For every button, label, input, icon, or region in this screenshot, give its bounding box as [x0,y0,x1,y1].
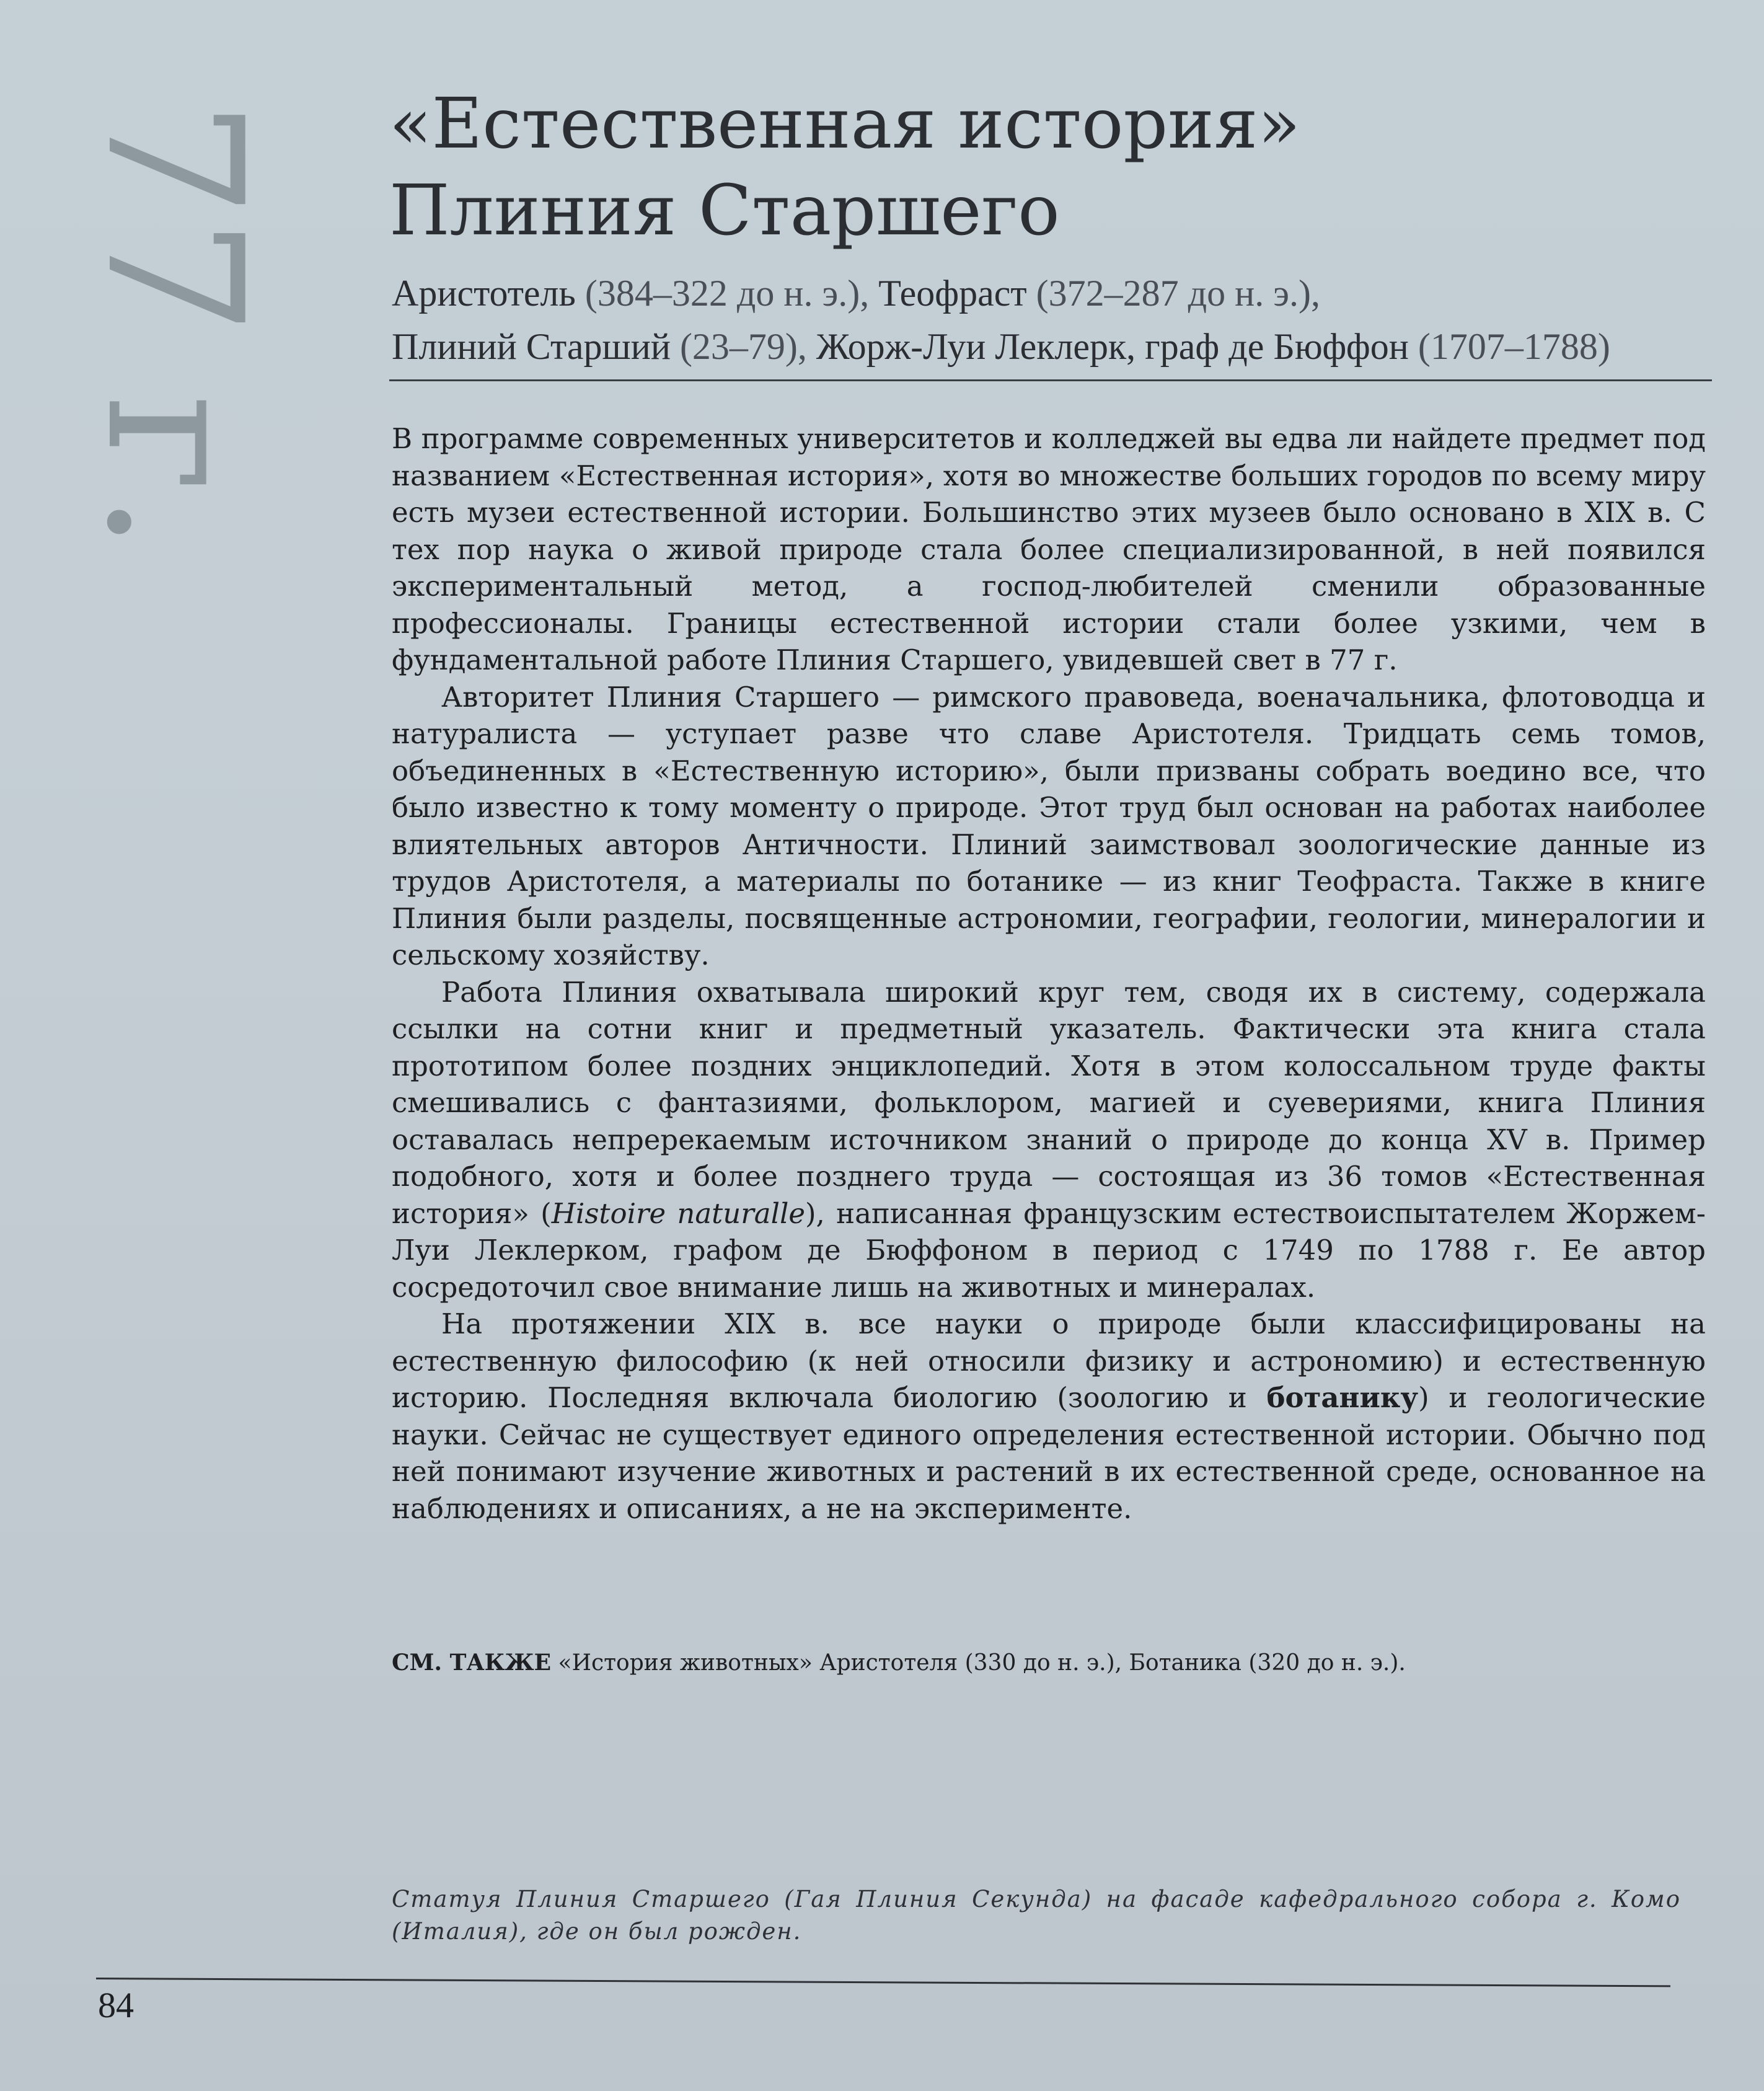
person-name: Теофраст [878,273,1027,314]
related-people [392,267,1712,373]
paragraph-3-text-a: Работа Плиния охватывала широкий круг тем, сводя их в систему, содержала ссылки на сотни книг и предметный указатель. Фактически эта книга стала прототипом более поздних энциклопедий. Хотя в этом колоссальном труде факты смешивались с фантазиями, фольклором, магией и суевериями, книга Плиния оставалась непререкаемым источником знаний о природе до конца XV в. Пример подобного, хотя и более позднего труда — состоящая из 36 томов «Естественная история» ( [392,975,1706,1230]
see-also-text: «История животных» Аристотеля (330 до н. э.), Ботаника (320 до н. э.). [551,1650,1406,1676]
person-name: Аристотель [392,273,576,314]
people-line-2 [392,320,1712,373]
book-title-italic: Histoire naturalle [551,1196,805,1230]
title-line-2: Плиния Старшего [389,170,1060,251]
year-label [66,99,282,570]
person-dates: (372–287 до н. э.), [1026,273,1320,314]
year-label-text: 77 г. [66,99,282,552]
paragraph-2: Авторитет Плиния Старшего — римского правоведа, военачальника, флотоводца и натуралиста — уступает разве что славе Аристотеля. Тридцать семь томов, объединенных в «Естественную историю», были призваны собрать воедино все, что было известно к тому моменту о природе. Этот труд был основан на работах наиболее влиятельных авторов Античности. Плиний заимствовал зоологические данные из трудов Аристотеля, а материалы по ботанике — из книг Теофраста. Также в книге Плиния были разделы, посвященные астрономии, географии, геологии, минералогии и сельскому хозяйству. [392,680,1706,971]
title-line-1: «Естественная история» [389,84,1300,164]
person-dates: (23–79), [670,326,816,367]
page-number: 84 [98,1985,134,2025]
paragraph-3 [392,974,1706,1306]
people-line-1 [392,267,1712,320]
paragraph-3-text-b: ), написанная французским естествоиспытателем Жоржем-Луи Леклерком, графом де Бюффоном в период с 1749 по 1788 г. Ее автор сосредоточил свое внимание лишь на животных и минералах. [392,1196,1706,1304]
cross-reference-bold: ботанику [1266,1381,1419,1414]
person-name: Жорж-Луи Леклерк, граф де Бюффон [816,326,1409,367]
paragraph-4-text-a: На протяжении XIX в. все науки о природе были классифицированы на естественную философию (к ней относили физику и астрономию) и естественную историю. Последняя включала биологию (зоологию и [392,1307,1706,1414]
page-title [389,81,1722,254]
person-name: Плиний Старший [392,326,671,367]
person-dates: (384–322 до н. э.), [575,273,879,314]
person-dates: (1707–1788) [1408,326,1610,367]
footer-divider [96,1978,1670,1987]
paragraph-4 [392,1306,1706,1527]
see-also-label: СМ. ТАКЖЕ [392,1650,552,1676]
paragraph-4-text-b: ) и геологические науки. Сейчас не существует единого определения естественной истории. Обычно под ней понимают изучение животных и растений в их естественной среде, основанное на наблюдениях и описаниях, а не на эксперименте. [392,1381,1706,1525]
article-body [392,420,1706,1527]
see-also [392,1647,1706,1679]
header-divider [389,379,1712,381]
image-caption: Статуя Плиния Старшего (Гая Плиния Секунда) на фасаде кафедрального собора г. Комо (Италия), где он был рожден. [392,1886,1681,1945]
paragraph-1: В программе современных университетов и колледжей вы едва ли найдете предмет под названием «Естественная история», хотя во множестве больших городов по всему миру есть музеи естественной истории. Большинство этих музеев было основано в XIX в. С тех пор наука о живой природе стала более специализированной, в ней появился экспериментальный метод, а господ-любителей сменили образованные профессионалы. Границы естественной истории стали более узкими, чем в фундаментальной работе Плиния Старшего, увидевшей свет в 77 г. [392,422,1706,676]
